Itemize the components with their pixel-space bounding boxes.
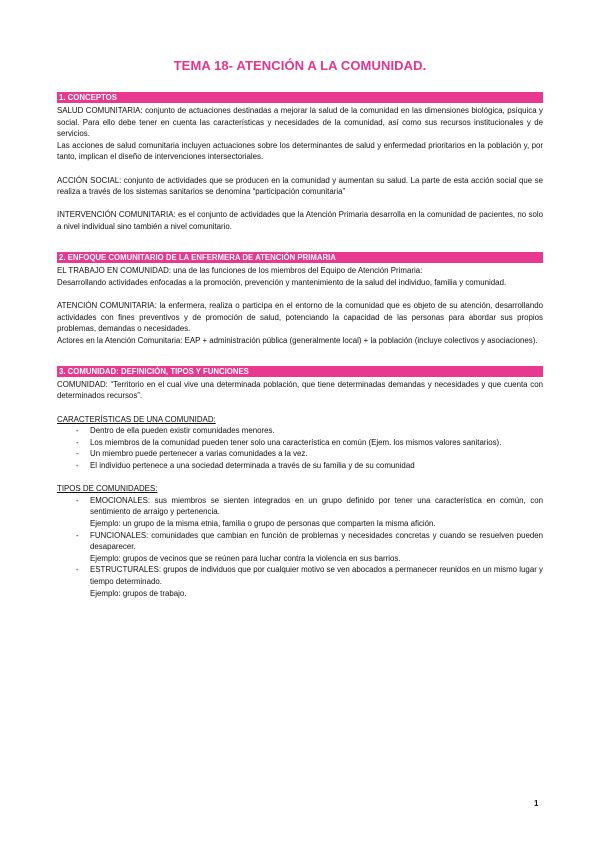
accion-social-paragraph: ACCIÓN SOCIAL: conjunto de actividades que se producen en la comunidad y aumentan su salud. La parte de esta acción social que se realiza a través de los sistemas sanitarios se denomina “participación comunitaria” [57, 175, 543, 197]
tipos-list [57, 495, 543, 599]
list-item: - Los miembros de la comunidad pueden tener solo una característica en común (Ejem. los mismos valores sanitarios). [57, 437, 543, 449]
trabajo-comunidad-paragraph: EL TRABAJO EN COMUNIDAD: una de las funciones de los miembros del Equipo de Atención Primaria: [57, 266, 423, 276]
list-item: - ESTRUCTURALES: grupos de individuos que por cualquier motivo se ven abocados a permanecer reunidos en un mismo lugar y tiempo determinado. [57, 564, 543, 587]
example-text: Ejemplo: grupos de vecinos que se reúnen para luchar contra la violencia en sus barrios. [90, 553, 401, 563]
acciones-salud-paragraph: Las acciones de salud comunitaria incluyen actuaciones sobre los determinantes de salud y enfermedad prioritarios en la población y, por tanto, implican el diseño de intervenciones intersectoriales. [57, 140, 543, 162]
tipos-heading: TIPOS DE COMUNIDADES: [57, 484, 158, 494]
example-text: Ejemplo: un grupo de la misma etnia, familia o grupo de personas que comparten la misma afición. [90, 519, 436, 528]
document-body [57, 92, 543, 599]
salud-comunitaria-paragraph: SALUD COMUNITARIA: conjunto de actuaciones destinadas a mejorar la salud de la comunidad en las dimensiones biológica, psíquica y social. Para ello debe tener en cuenta las características y necesidades de la comunidad, así como sus recursos institucionales y de servicios. [57, 106, 543, 139]
section-3-heading: 3. COMUNIDAD: DEFINICIÓN, TIPOS Y FUNCIONES [57, 366, 543, 377]
list-item: - EMOCIONALES: sus miembros se sienten integrados en un grupo definido por tener una característica en común, con sentimiento de arraigo y pertenencia. [57, 495, 543, 518]
comunidad-definition-paragraph: COMUNIDAD: “Territorio en el cual vive una determinada población, que tiene determinadas demandas y necesidades y que cuenta con determinados recursos”. [57, 379, 543, 401]
desarrollando-paragraph: Desarrollando actividades enfocadas a la promoción, prevención y mantenimiento de la salud del individuo, familia y comunidad. [57, 277, 507, 287]
list-item: - Dentro de ella pueden existir comunidades menores. [57, 425, 543, 437]
list-item: - Un miembro puede pertenecer a varias comunidades a la vez. [57, 448, 543, 460]
intervencion-comunitaria-paragraph: INTERVENCIÓN COMUNITARIA: es el conjunto de actividades que la Atención Primaria desarrolla en la comunidad de pacientes, no solo a nivel individual sino también a nivel comunitario. [57, 210, 543, 231]
example-text: Ejemplo: grupos de trabajo. [90, 588, 187, 598]
section-2-heading: 2. ENFOQUE COMUNITARIO DE LA ENFERMERA DE ATENCIÓN PRIMARIA [57, 252, 543, 263]
atencion-comunitaria-paragraph: ATENCIÓN COMUNITARIA: la enfermera, realiza o participa en el entorno de la comunidad que es objeto de su atención, desarrollando actividades con fines preventivos y de promoción de salud, potenciando la capacidad de las personas para abordar sus propios problemas, demandas o necesidades. [57, 300, 543, 334]
page-number: 1 [534, 799, 539, 808]
section-1-heading: 1. CONCEPTOS [57, 92, 543, 103]
list-item: - FUNCIONALES: comunidades que cambian en función de problemas y necesidades concretas y cuando se resuelven pueden desaparecer. [57, 530, 543, 553]
caracteristicas-heading: CARACTERÍSTICAS DE UNA COMUNIDAD: [57, 414, 216, 424]
document-title: TEMA 18- ATENCIÓN A LA COMUNIDAD. [173, 58, 427, 73]
list-item: - El individuo pertenece a una sociedad determinada a través de su familia y de su comunidad [57, 460, 543, 472]
caracteristicas-list [57, 425, 543, 471]
actores-paragraph: Actores en la Atención Comunitaria: EAP + administración pública (generalmente local) + la población (incluye colectivos y asociaciones). [57, 335, 538, 345]
